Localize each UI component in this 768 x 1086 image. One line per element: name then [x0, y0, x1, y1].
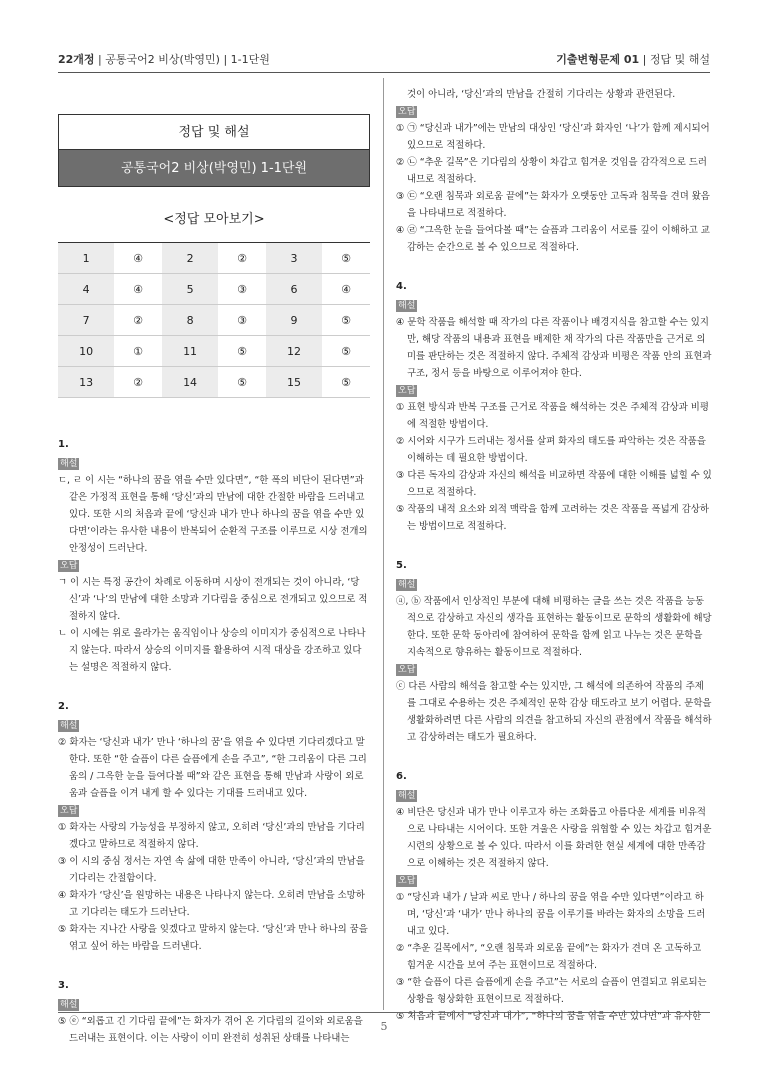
answer-cell: ⑤: [322, 243, 370, 274]
answer-row: [58, 367, 370, 398]
title-box: 정답 및 해설: [58, 114, 370, 150]
question-number: 3.: [58, 980, 69, 991]
header-left: 22개정 | 공통국어2 비상(박영민) | 1-1단원: [58, 53, 270, 66]
answer-cell: ③: [218, 305, 266, 336]
explanation-tag: 해설: [60, 459, 78, 469]
explanation-text: ⓐ, ⓑ 작품에서 인상적인 부분에 대해 비평하는 글을 쓰는 것은 작품을 능동적으로 감상하고 자신의 생각을 표현하는 활동이므로 문학의 생활화에 해당한다. 또한 문학 동아리에 참여하여 문학을 함께 읽고 나누는 것은 문학을 지속적으로 향유하는 활동이므로 적절하다.: [396, 596, 712, 658]
question-6: [396, 768, 712, 1025]
wrong-answer-text: ② 시어와 시구가 드러내는 정서를 살펴 화자의 태도를 파악하는 것은 작품을 이해하는 데 필요한 방법이다.: [396, 436, 706, 464]
answer-cell: ⑤: [322, 367, 370, 398]
answer-cell: ②: [218, 243, 266, 274]
explanation-tag: 해설: [60, 721, 78, 731]
wrong-answer-text: ① ㉠ “당신과 내가”에는 만남의 대상인 ‘당신’과 화자인 ‘나’가 함께 제시되어 있으므로 적절하다.: [396, 123, 710, 151]
question-number-cell: 4: [58, 274, 114, 305]
question-number-cell: 12: [266, 336, 322, 367]
wrong-answer-tag: 오답: [60, 561, 78, 571]
answer-cell: ⑤: [218, 367, 266, 398]
question-number-cell: 1: [58, 243, 114, 274]
wrong-answer-text: ③ 다른 독자의 감상과 자신의 해석을 비교하면 작품에 대한 이해를 넓힐 수 있으므로 적절하다.: [396, 470, 712, 498]
question-number-cell: 15: [266, 367, 322, 398]
question-2: [58, 698, 370, 955]
wrong-answer-text: ① 화자는 사랑의 가능성을 부정하지 않고, 오히려 ‘당신’과의 만남을 기다리겠다고 말하므로 적절하지 않다.: [58, 822, 365, 850]
answer-cell: ⑤: [322, 305, 370, 336]
answer-cell: ⑤: [322, 336, 370, 367]
explanation-text: ㄷ, ㄹ 이 시는 “하나의 꿈을 엮을 수만 있다면”, “한 폭의 비단이 된다면”과 같은 가정적 표현을 통해 ‘당신’과의 만남에 대한 간절한 바람을 드러내고 있다. 또한 시의 처음과 끝에 ‘당신과 내가 만나 하나의 꿈을 엮을 수만 있다면’이라는 유사한 내용이 반복되어 순환적 구조를 이루므로 시상 전개의 안정성이 드러난다.: [58, 475, 368, 554]
answer-cell: ④: [322, 274, 370, 305]
explanation-continued: 것이 아니라, ‘당신’과의 만남을 간절히 기다리는 상황과 관련된다.: [407, 89, 676, 100]
wrong-answer-text: ① “당신과 내가 / 날과 씨로 만나 / 하나의 꿈을 엮을 수만 있다면”이라고 하며, ‘당신’과 ‘내가’ 만나 하나의 꿈을 이루기를 바라는 화자의 소망을 드러내고 있다.: [396, 892, 706, 937]
wrong-answer-text: ② ㉡ “추운 길목”은 기다림의 상황이 차갑고 힘겨운 것임을 감각적으로 드러내므로 적절하다.: [396, 157, 707, 185]
wrong-answer-text: ⑤ 작품의 내적 요소와 외적 맥락을 함께 고려하는 것은 작품을 폭넓게 감상하는 방법이므로 적절하다.: [396, 504, 709, 532]
page-header: [58, 50, 710, 68]
question-number-cell: 8: [162, 305, 218, 336]
answer-cell: ②: [114, 367, 162, 398]
question-number: 5.: [396, 560, 407, 571]
wrong-answer-tag: 오답: [398, 107, 416, 117]
answer-cell: ②: [114, 305, 162, 336]
header-rule: [58, 72, 710, 73]
question-number-cell: 7: [58, 305, 114, 336]
answer-cell: ④: [114, 243, 162, 274]
explanation-text: ⑤ ⓔ “외롭고 긴 기다림 끝에”는 화자가 겪어 온 기다림의 길이와 외로움을 드러내는 표현이다. 이는 사랑이 이미 완전히 성취된 상태를 나타내는: [58, 1016, 363, 1044]
wrong-answer-tag: 오답: [60, 806, 78, 816]
question-number-cell: 9: [266, 305, 322, 336]
question-number-cell: 2: [162, 243, 218, 274]
left-column: [58, 96, 370, 1047]
wrong-answer-text: ② “추운 길목에서”, “오랜 침묵과 외로움 끝에”는 화자가 견뎌 온 고독하고 힘겨운 시간을 보여 주는 표현이므로 적절하다.: [396, 943, 702, 971]
page-number: 5: [380, 1020, 388, 1033]
header-right: 기출변형문제 01 | 정답 및 해설: [556, 53, 710, 66]
question-5: [396, 557, 712, 746]
answer-row: [58, 274, 370, 305]
wrong-answer-text: ③ 이 시의 중심 정서는 자연 속 삶에 대한 만족이 아니라, ‘당신’과의 만남을 기다리는 간절함이다.: [58, 856, 365, 884]
wrong-answer-text: ⑤ 처음과 끝에서 “당신과 내가”, “하나의 꿈을 엮을 수만 있다면”과 유사한: [396, 1011, 702, 1022]
answer-row: [58, 305, 370, 336]
question-number-cell: 11: [162, 336, 218, 367]
wrong-answer-text: ㄱ 이 시는 특정 공간이 차례로 이동하며 시상이 전개되는 것이 아니라, ‘당신’과 ‘나’의 만남에 대한 소망과 기다림을 중심으로 전개되고 있으므로 적절하지 않다.: [58, 577, 368, 622]
wrong-answer-text: ⓒ 다른 사람의 해석을 참고할 수는 있지만, 그 해석에 의존하여 작품의 주제를 그대로 수용하는 것은 주체적인 문학 감상 태도라고 보기 어렵다. 문학을 생활화하려면 다른 사람의 의견을 참고하되 자신의 관점에서 작품을 해석하고 감상하려는 태도가 필요하다.: [396, 681, 712, 743]
subtitle-box: 공통국어2 비상(박영민) 1-1단원: [58, 150, 370, 187]
question-number-cell: 13: [58, 367, 114, 398]
wrong-answer-tag: 오답: [398, 876, 416, 886]
column-divider: [383, 78, 384, 1010]
wrong-answer-text: ⑤ 화자는 지나간 사랑을 잊겠다고 말하지 않는다. ‘당신’과 만나 하나의 꿈을 엮고 싶어 하는 바람을 드러낸다.: [58, 924, 368, 952]
right-column: [396, 86, 712, 1025]
question-number: 4.: [396, 281, 407, 292]
wrong-answer-text: ① 표현 방식과 반복 구조를 근거로 작품을 해석하는 것은 주체적 감상과 비평에 적절한 방법이다.: [396, 402, 709, 430]
wrong-answer-text: ④ 화자가 ‘당신’을 원망하는 내용은 나타나지 않는다. 오히려 만남을 소망하고 기다리는 태도가 드러난다.: [58, 890, 365, 918]
answer-table: [58, 242, 370, 398]
question-number-cell: 10: [58, 336, 114, 367]
explanation-text: ④ 문학 작품을 해석할 때 작가의 다른 작품이나 배경지식을 참고할 수는 있지만, 해당 작품의 내용과 표현을 배제한 채 작가의 다른 작품만을 근거로 의미를 판단하는 것은 적절하지 않다. 주체적 감상과 비평은 작품 안의 표현과 구조, 정서 등을 바탕으로 이루어져야 한다.: [396, 317, 712, 379]
question-4: [396, 278, 712, 535]
wrong-answer-text: ③ “한 슬픔이 다른 슬픔에게 손을 주고”는 서로의 슬픔이 연결되고 위로되는 상황을 형상화한 표현이므로 적절하다.: [396, 977, 707, 1005]
wrong-answer-text: ③ ㉢ “오랜 침묵과 외로움 끝에”는 화자가 오랫동안 고독과 침묵을 견뎌 왔음을 나타내므로 적절하다.: [396, 191, 710, 219]
question-number: 2.: [58, 701, 69, 712]
answer-cell: ③: [218, 274, 266, 305]
wrong-answer-text: ㄴ 이 시에는 위로 올라가는 움직임이나 상승의 이미지가 중심적으로 나타나지 않는다. 따라서 상승의 이미지를 활용하여 시적 대상을 강조하고 있다는 설명은 적절하지 않다.: [58, 628, 366, 673]
question-1: [58, 436, 370, 676]
explanation-tag: 해설: [60, 1000, 78, 1010]
explanation-tag: 해설: [398, 301, 416, 311]
wrong-answer-text: ④ ㉣ “그윽한 눈을 들여다볼 때”는 슬픔과 그리움이 서로를 깊이 이해하고 교감하는 순간으로 볼 수 있으므로 적절하다.: [396, 225, 710, 253]
question-number: 1.: [58, 439, 69, 450]
explanation-text: ② 화자는 ‘당신과 내가’ 만나 ‘하나의 꿈’을 엮을 수 있다면 기다리겠다고 말한다. 또한 “한 슬픔이 다른 슬픔에게 손을 주고”, “한 그리움이 다른 그리움의 / 그윽한 눈을 들여다볼 때”와 같은 표현을 통해 만남과 사랑이 외로움과 슬픔을 이겨 내게 할 수 있다는 기대를 드러내고 있다.: [58, 737, 367, 799]
answer-cell: ④: [114, 274, 162, 305]
wrong-answer-tag: 오답: [398, 665, 416, 675]
summary-title: <정답 모아보기>: [163, 212, 265, 227]
explanation-text: ④ 비단은 당신과 내가 만나 이루고자 하는 조화롭고 아름다운 세계를 비유적으로 나타내는 시어이다. 또한 겨울은 사랑을 위협할 수 있는 차갑고 힘겨운 시련의 상황으로 볼 수 있다. 따라서 이를 화려한 현실 세계에 대한 만족감으로 이해하는 것은 적절하지 않다.: [396, 807, 712, 869]
answer-row: [58, 336, 370, 367]
question-number: 6.: [396, 771, 407, 782]
wrong-answer-tag: 오답: [398, 386, 416, 396]
answer-cell: ①: [114, 336, 162, 367]
answer-row: [58, 243, 370, 274]
explanation-tag: 해설: [398, 580, 416, 590]
question-number-cell: 5: [162, 274, 218, 305]
question-number-cell: 3: [266, 243, 322, 274]
explanation-tag: 해설: [398, 791, 416, 801]
question-number-cell: 6: [266, 274, 322, 305]
question-number-cell: 14: [162, 367, 218, 398]
footer-rule: [58, 1012, 710, 1013]
answer-cell: ⑤: [218, 336, 266, 367]
